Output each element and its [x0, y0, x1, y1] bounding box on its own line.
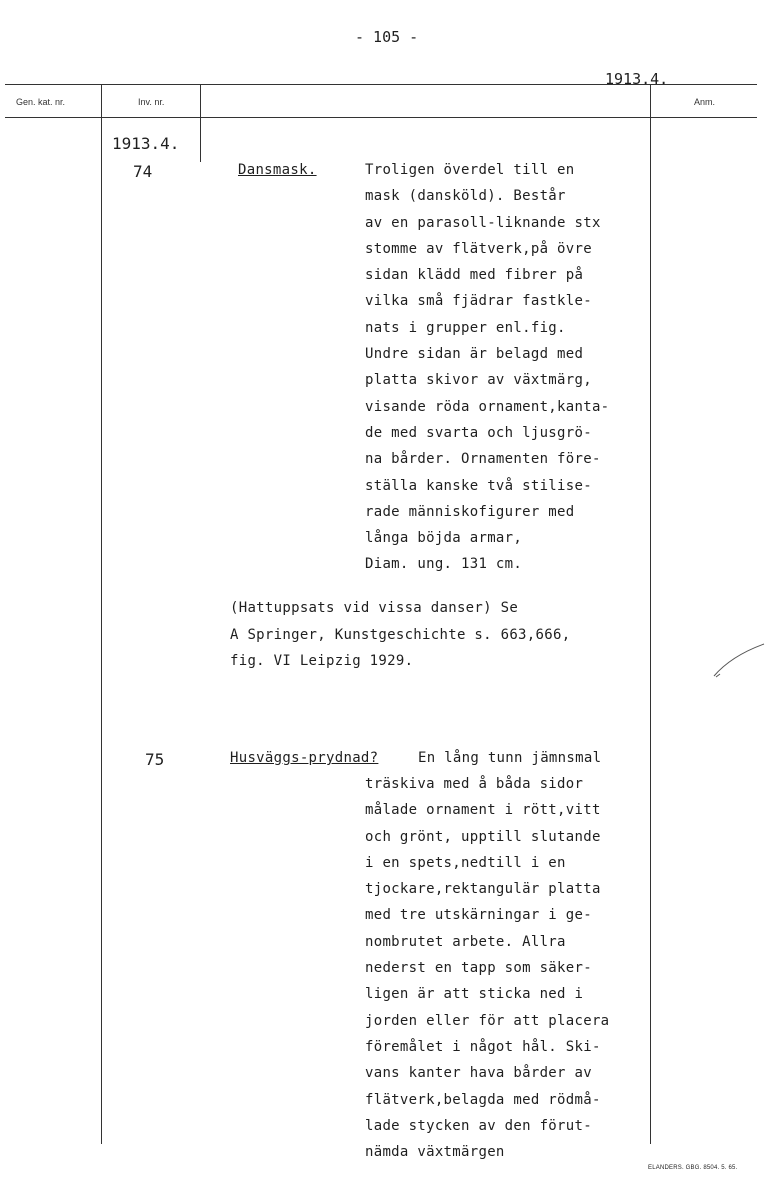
entry-75-description	[365, 771, 609, 1165]
entry-75-line: nederst en tapp som säker-	[365, 960, 592, 977]
entry-75-line: tjockare,rektangulär platta	[365, 881, 601, 898]
entry-74-year: 1913.4.	[112, 134, 180, 153]
entry-75-number: 75	[145, 750, 165, 769]
entry-75-line: flätverk,belagda med rödmå-	[365, 1091, 601, 1108]
entry-74-ref-line: A Springer, Kunstgeschichte s. 663,666,	[230, 626, 571, 643]
entry-75-line: vans kanter hava bårder av	[365, 1065, 592, 1082]
column-divider-anm	[650, 84, 651, 1144]
entry-74-line: av en parasoll-liknande stx	[365, 214, 601, 231]
entry-74-line: långa böjda armar,	[365, 530, 523, 547]
entry-74-line: ställa kanske två stilise-	[365, 477, 592, 494]
page-number: - 105 -	[355, 28, 419, 46]
entry-74-ref-line: (Hattuppsats vid vissa danser) Se	[230, 600, 519, 616]
entry-74-ref-line: fig. VI Leipzig 1929.	[230, 653, 414, 669]
entry-74-line: de med svarta och ljusgrö-	[365, 424, 592, 441]
entry-75-label: Husväggs-prydnad?	[230, 750, 379, 766]
entry-74-line: na bårder. Ornamenten före-	[365, 451, 601, 468]
entry-75-line: nombrutet arbete. Allra	[365, 933, 566, 950]
pencil-mark	[712, 640, 767, 680]
header-bottom-rule	[5, 117, 757, 118]
header-top-rule	[5, 84, 757, 85]
column-divider-left	[101, 84, 102, 1144]
entry-75-line: i en spets,nedtill i en	[365, 854, 566, 871]
entry-74-line: nats i grupper enl.fig.	[365, 319, 566, 336]
entry-74-line: rade människofigurer med	[365, 503, 575, 520]
column-header-gen-kat: Gen. kat. nr.	[16, 97, 66, 107]
column-header-inv: Inv. nr.	[138, 97, 165, 107]
column-header-anm: Anm.	[694, 97, 716, 107]
entry-74-number: 74	[133, 162, 153, 181]
entry-74-line: platta skivor av växtmärg,	[365, 372, 592, 389]
entry-74-line: stomme av flätverk,på övre	[365, 240, 592, 257]
entry-75-first-line: En lång tunn jämnsmal	[418, 750, 602, 766]
entry-75-line: med tre utskärningar i ge-	[365, 907, 592, 924]
entry-75-line: målade ornament i rött,vitt	[365, 802, 601, 819]
entry-74-label: Dansmask.	[238, 162, 317, 178]
entry-74-line: Troligen överdel till en	[365, 162, 575, 178]
entry-74-line: vilka små fjädrar fastkle-	[365, 293, 592, 310]
entry-74-reference	[230, 595, 570, 675]
entry-74-description	[365, 157, 609, 578]
entry-74-line: visande röda ornament,kanta-	[365, 398, 610, 415]
entry-75-line: föremålet i något hål. Ski-	[365, 1038, 601, 1055]
entry-75-line: och grönt, upptill slutande	[365, 828, 601, 845]
entry-74-line: sidan klädd med fibrer på	[365, 267, 584, 284]
entry-75-line: träskiva med å båda sidor	[365, 776, 584, 792]
printer-imprint: ELANDERS. GBG. 8504. 5. 65.	[648, 1165, 738, 1171]
column-divider-inv	[200, 84, 201, 162]
entry-75-line: lade stycken av den förut-	[365, 1117, 592, 1134]
header-year: 1913.4.	[605, 70, 669, 88]
entry-75-line: ligen är att sticka ned i	[365, 986, 584, 1003]
entry-74-line: Undre sidan är belagd med	[365, 346, 584, 363]
entry-75-line: nämda växtmärgen	[365, 1144, 505, 1161]
entry-74-line: Diam. ung. 131 cm.	[365, 556, 523, 573]
entry-74-line: mask (dansköld). Består	[365, 188, 566, 205]
entry-75-line: jorden eller för att placera	[365, 1012, 610, 1029]
